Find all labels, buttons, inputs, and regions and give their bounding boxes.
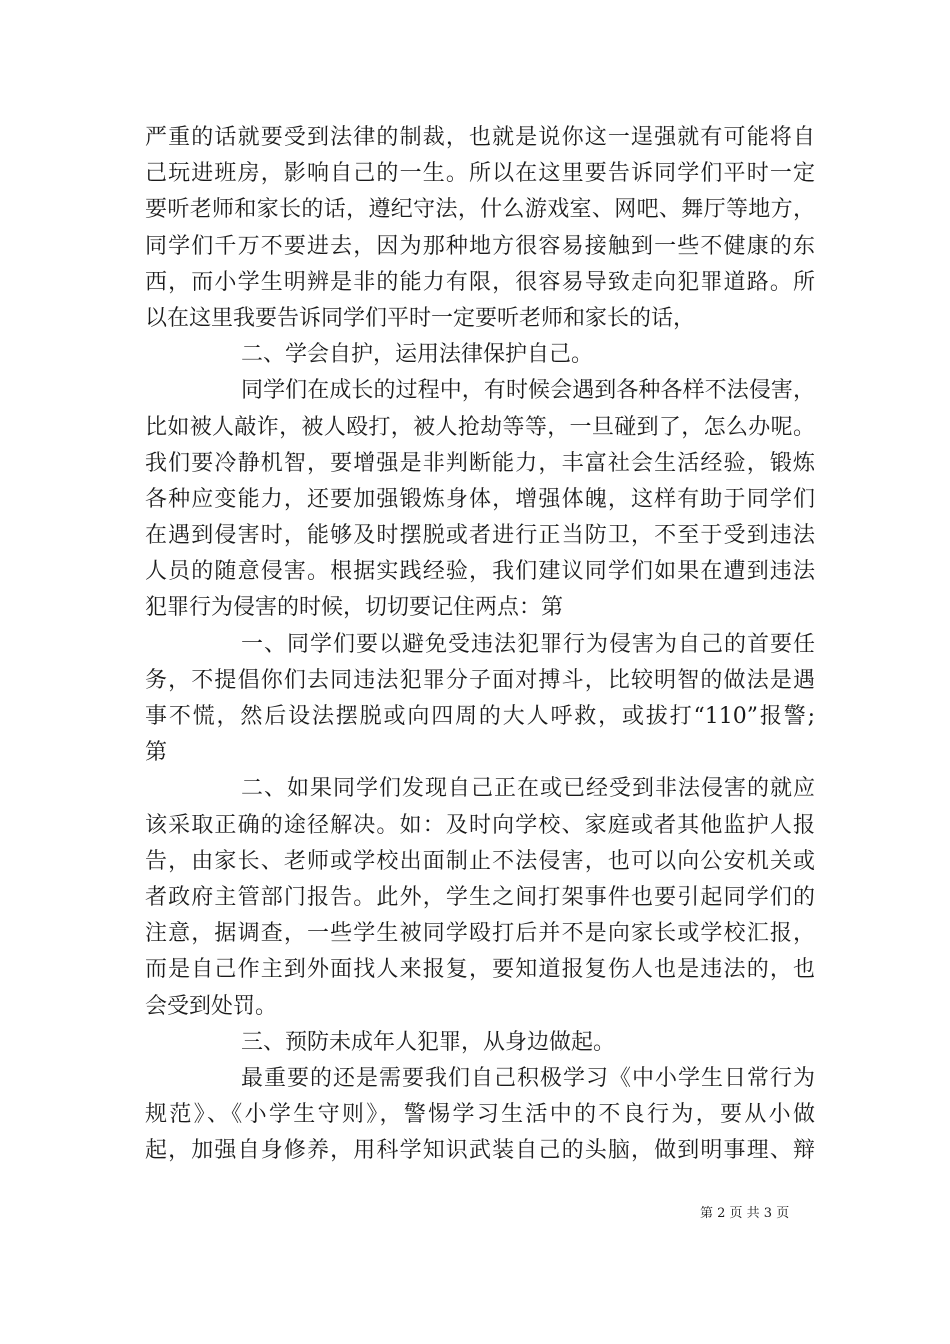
text-line: 一、同学们要以避免受违法犯罪行为侵害为自己的首要任	[241, 631, 815, 657]
text-line: 比如被人敲诈，被人殴打，被人抢劫等等，一旦碰到了，怎么办呢。	[145, 414, 815, 440]
text-line: 者政府主管部门报告。此外，学生之间打架事件也要引起同学们的	[145, 884, 815, 910]
document-body	[145, 120, 815, 1169]
text-line: 事不慌，然后设法摆脱或向四周的大人呼救，或拔打“110”报警;	[145, 704, 815, 729]
text-line: 我们要冷静机智，要增强是非判断能力，丰富社会生活经验，锻炼	[145, 450, 815, 476]
text-line: 严重的话就要受到法律的制裁，也就是说你这一逞强就有可能将自	[145, 125, 815, 150]
text-line: 起，加强自身修养，用科学知识武装自己的头脑，做到明事理、辩	[145, 1138, 815, 1164]
text-line: 要听老师和家长的话，遵纪守法，什么游戏室、网吧、舞厅等地方，	[145, 197, 815, 223]
text-line: 在遇到侵害时，能够及时摆脱或者进行正当防卫，不至于受到违法	[145, 523, 815, 549]
text-line: 最重要的还是需要我们自己积极学习《中小学生日常行为	[241, 1065, 815, 1091]
text-line: 告，由家长、老师或学校出面制止不法侵害，也可以向公安机关或	[145, 848, 815, 874]
text-line: 犯罪行为侵害的时候，切切要记住两点：第	[145, 595, 564, 621]
text-line: 第	[145, 740, 168, 766]
text-line: 人员的随意侵害。根据实践经验，我们建议同学们如果在遭到违法	[145, 559, 815, 585]
text-line: 己玩进班房，影响自己的一生。所以在这里要告诉同学们平时一定	[145, 161, 815, 187]
text-line: 三、预防未成年人犯罪，从身边做起。	[241, 1029, 616, 1055]
text-line: 注意，据调查，一些学生被同学殴打后并不是向家长或学校汇报，	[145, 921, 815, 947]
text-line: 规范》、《小学生守则》，警惕学习生活中的不良行为，要从小做	[145, 1102, 815, 1128]
text-line: 二、如果同学们发现自己正在或已经受到非法侵害的就应	[241, 776, 815, 802]
text-line: 各种应变能力，还要加强锻炼身体，增强体魄，这样有助于同学们	[145, 486, 815, 512]
text-line: 务，不提倡你们去同违法犯罪分子面对搏斗，比较明智的做法是遇	[145, 667, 815, 693]
text-line: 西，而小学生明辨是非的能力有限，很容易导致走向犯罪道路。所	[145, 269, 815, 295]
text-line: 同学们在成长的过程中，有时候会遇到各种各样不法侵害，	[241, 378, 815, 404]
page-number: 第 2 页 共 3 页	[700, 1206, 790, 1221]
text-line: 二、学会自护，运用法律保护自己。	[241, 342, 594, 368]
text-line: 该采取正确的途径解决。如：及时向学校、家庭或者其他监护人报	[145, 812, 815, 838]
text-line: 以在这里我要告诉同学们平时一定要听老师和家长的话，	[145, 305, 696, 331]
text-line: 会受到处罚。	[145, 993, 278, 1019]
text-line: 而是自己作主到外面找人来报复，要知道报复伤人也是违法的，也	[145, 957, 815, 983]
text-line: 同学们千万不要进去，因为那种地方很容易接触到一些不健康的东	[145, 233, 815, 259]
